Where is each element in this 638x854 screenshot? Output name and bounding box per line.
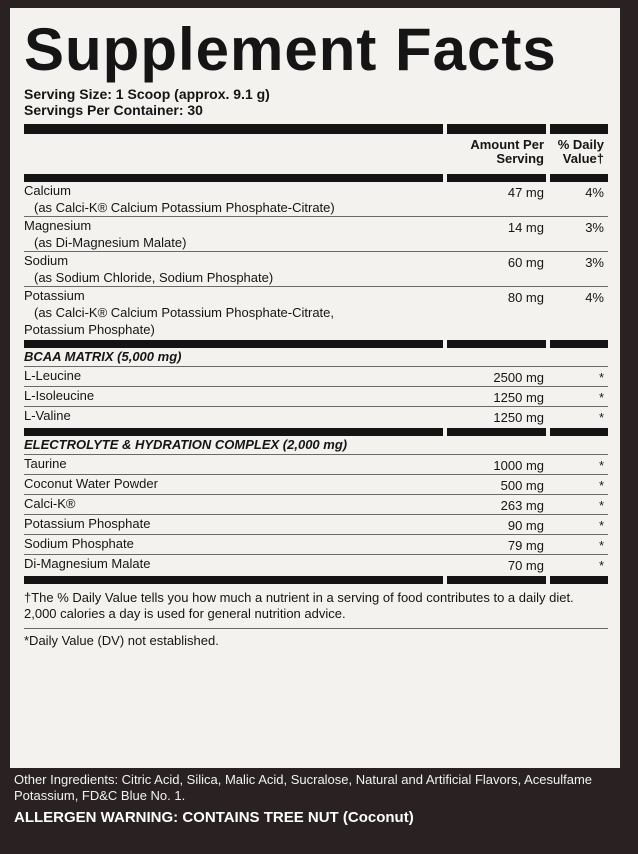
electrolyte-section-title: ELECTROLYTE & HYDRATION COMPLEX (2,000 mg) [24,436,608,455]
thick-divider [24,576,608,584]
table-row: Potassium (as Calci-K® Calcium Potassium Phosphate-Citrate, Potassium Phosphate) 80 mg 4% [24,288,604,337]
ingredients-area [14,772,624,826]
thick-divider [24,340,608,348]
table-row: Magnesium (as Di-Magnesium Malate) 14 mg 3% [24,217,608,252]
daily-value-header: % Daily Value† [557,137,604,166]
table-row: Calci-K® 263 mg * [24,495,608,515]
table-row: L-Leucine 2500 mg * [24,367,608,387]
amount-per-serving-header: Amount Per Serving [470,137,544,166]
thick-divider [24,174,608,182]
table-row: L-Isoleucine 1250 mg * [24,387,608,407]
table-row: Calcium (as Calci-K® Calcium Potassium Phosphate-Citrate) 47 mg 4% [24,182,608,217]
table-header [24,134,608,172]
daily-value-footnote: †The % Daily Value tells you how much a nutrient in a serving of food contributes to a daily diet. 2,000 calories a day is used for general nutrition advice. [24,590,574,621]
dv-not-established-note: *Daily Value (DV) not established. [24,628,608,649]
bcaa-section-title: BCAA MATRIX (5,000 mg) [24,348,608,367]
label-title: Supplement Facts [24,16,557,83]
table-row: Potassium Phosphate 90 mg * [24,515,608,535]
allergen-warning: ALLERGEN WARNING: CONTAINS TREE NUT (Coconut) [14,809,414,826]
serving-size: Serving Size: 1 Scoop (approx. 9.1 g) [24,86,270,102]
servings-per-container: Servings Per Container: 30 [24,102,203,118]
table-row: L-Valine 1250 mg * [24,408,604,425]
thick-divider [24,428,608,436]
other-ingredients: Other Ingredients: Citric Acid, Silica, Malic Acid, Sucralose, Natural and Artificial Flavors, Acesulfame Potassium, FD&C Blue No. 1. [14,772,593,803]
table-row: Sodium (as Sodium Chloride, Sodium Phosphate) 60 mg 3% [24,252,608,287]
table-row: Sodium Phosphate 79 mg * [24,535,608,555]
table-row: Taurine 1000 mg * [24,455,608,475]
supplement-facts-panel [10,8,620,768]
table-row: Coconut Water Powder 500 mg * [24,475,608,495]
table-row: Di-Magnesium Malate 70 mg * [24,556,604,573]
thick-divider [24,124,608,134]
